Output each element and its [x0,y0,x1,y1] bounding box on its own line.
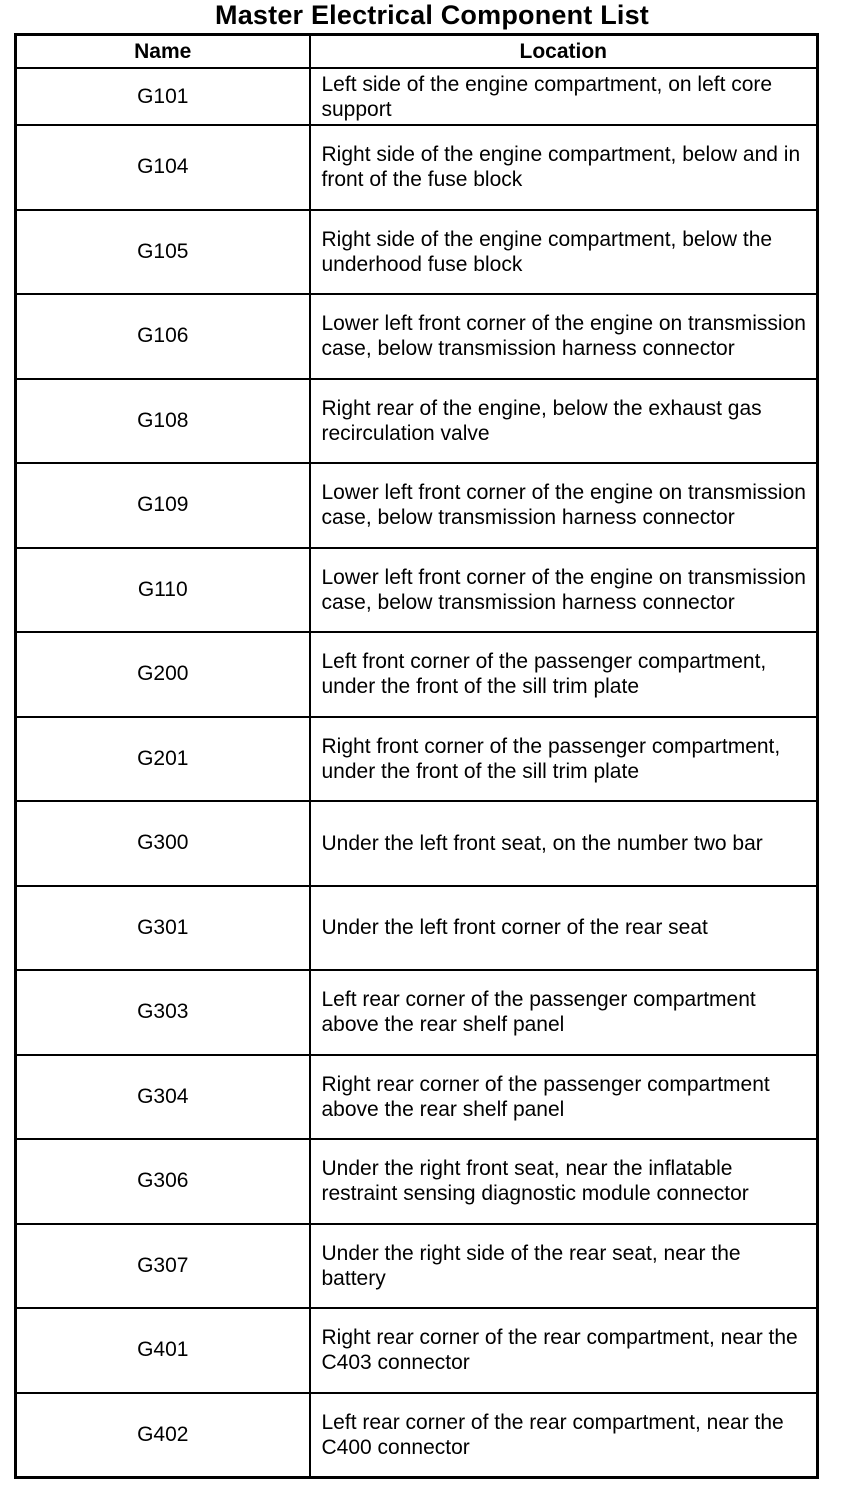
table-row [16,632,818,717]
component-name: G300 [16,801,310,886]
component-location: Under the left front corner of the rear seat [310,886,818,971]
table-row [16,1139,818,1224]
component-location: Right side of the engine compartment, below the underhood fuse block [310,210,818,295]
component-name: G105 [16,210,310,295]
component-location: Right side of the engine compartment, below and in front of the fuse block [310,125,818,210]
component-location: Left side of the engine compartment, on left core support [310,68,818,125]
component-location: Under the right front seat, near the inflatable restraint sensing diagnostic module connector [310,1139,818,1224]
column-header-location: Location [310,35,818,69]
table-row [16,801,818,886]
table-row [16,1308,818,1393]
component-location: Left rear corner of the passenger compartment above the rear shelf panel [310,970,818,1055]
table-row [16,1224,818,1309]
component-location: Under the right side of the rear seat, near the battery [310,1224,818,1309]
component-location: Under the left front seat, on the number two bar [310,801,818,886]
component-location: Right front corner of the passenger compartment, under the front of the sill trim plate [310,717,818,802]
component-location: Lower left front corner of the engine on transmission case, below transmission harness connector [310,548,818,633]
column-header-name: Name [16,35,310,69]
page-title: Master Electrical Component List [215,0,649,30]
component-name: G303 [16,970,310,1055]
table-row [16,717,818,802]
table-row [16,379,818,464]
component-name: G301 [16,886,310,971]
component-name: G307 [16,1224,310,1309]
component-name: G108 [16,379,310,464]
component-name: G109 [16,463,310,548]
table-row [16,210,818,295]
component-name: G201 [16,717,310,802]
component-location: Left rear corner of the rear compartment, near the C400 connector [310,1393,818,1478]
component-name: G110 [16,548,310,633]
component-name: G304 [16,1055,310,1140]
table-row [16,548,818,633]
component-name: G200 [16,632,310,717]
component-location: Lower left front corner of the engine on transmission case, below transmission harness connector [310,294,818,379]
component-name: G104 [16,125,310,210]
component-location: Left front corner of the passenger compartment, under the front of the sill trim plate [310,632,818,717]
table-row [16,125,818,210]
component-location: Right rear of the engine, below the exhaust gas recirculation valve [310,379,818,464]
component-table [14,33,819,1479]
component-name: G101 [16,68,310,125]
table-row [16,970,818,1055]
table-row [16,1393,818,1478]
component-name: G401 [16,1308,310,1393]
component-name: G306 [16,1139,310,1224]
table-row [16,1055,818,1140]
component-location: Lower left front corner of the engine on transmission case, below transmission harness connector [310,463,818,548]
table-row [16,294,818,379]
component-location: Right rear corner of the rear compartment, near the C403 connector [310,1308,818,1393]
table-header-row [16,35,818,69]
table-row [16,886,818,971]
component-name: G402 [16,1393,310,1478]
component-location: Right rear corner of the passenger compartment above the rear shelf panel [310,1055,818,1140]
table-row [16,463,818,548]
table-row [16,68,818,125]
component-name: G106 [16,294,310,379]
